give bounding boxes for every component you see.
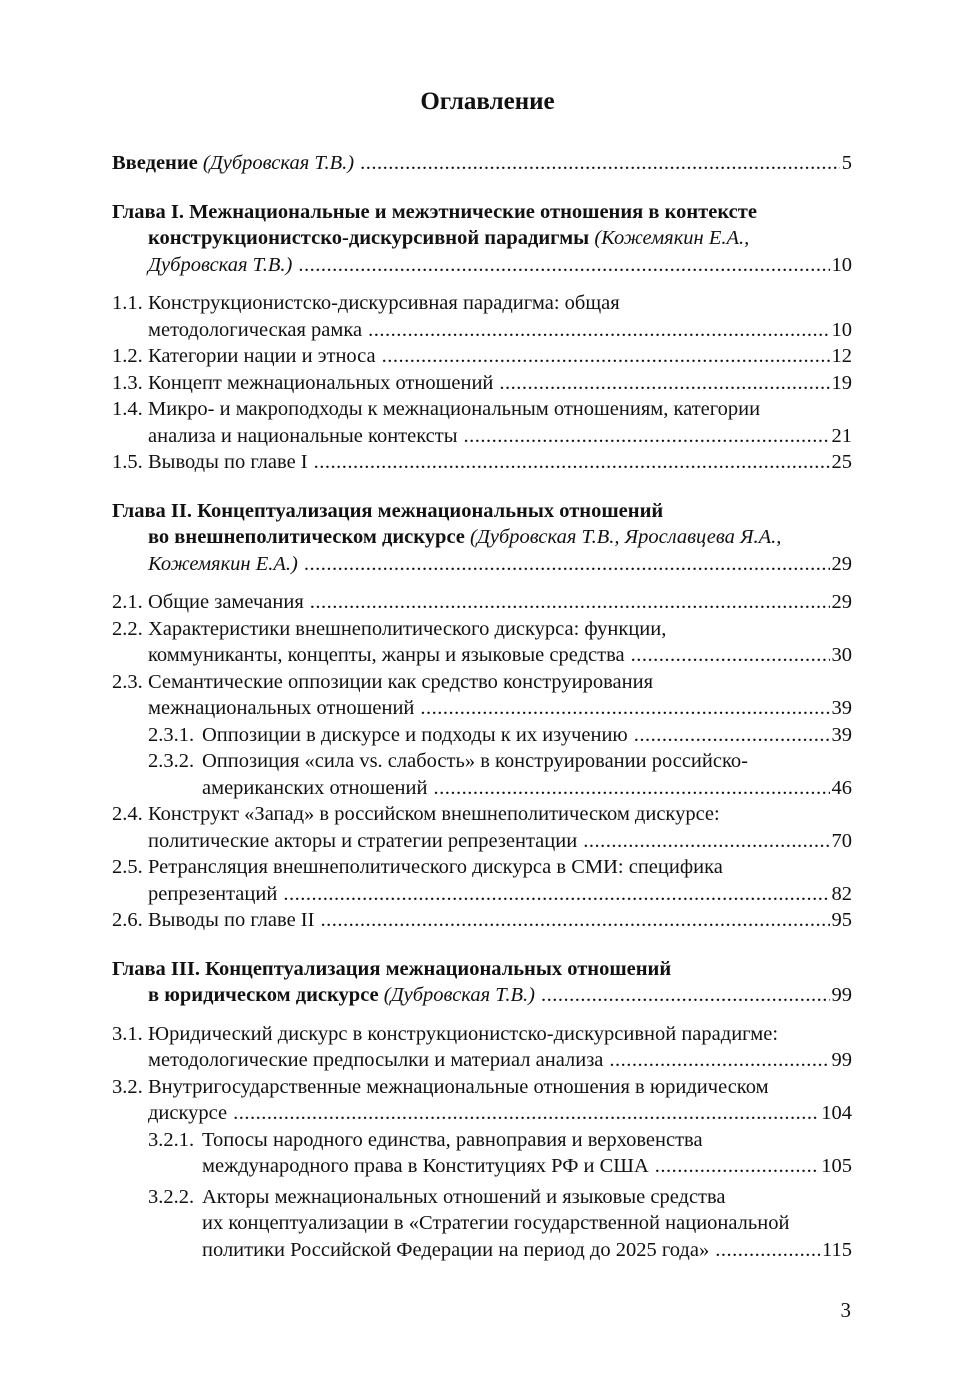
entry-page: 70 [831, 829, 852, 852]
entry-title-line: Топосы народного единства, равноправия и верховенства [202, 1128, 703, 1151]
entry-number: 2.1. [112, 591, 143, 613]
entry-number: 1.3. [112, 371, 143, 394]
dot-leader [433, 775, 829, 802]
toc-entry-1-1[interactable] [112, 290, 852, 343]
dot-leader [298, 252, 829, 279]
entry-title-line: политические акторы и стратегии репрезентации [148, 829, 578, 852]
entry-number: 2.3. [112, 670, 143, 693]
entry-number: 1.2. [112, 345, 143, 367]
entry-number: 1.5. [112, 451, 143, 473]
dot-leader [609, 1047, 829, 1074]
dot-leader [541, 982, 830, 1009]
entry-page: 105 [821, 1155, 852, 1177]
entry-title-line: Оппозиции в дискурсе и подходы к их изучению [202, 723, 628, 746]
entry-label: Введение [112, 152, 198, 174]
entry-title-line: в юридическом дискурсе [148, 984, 379, 1006]
entry-page: 82 [831, 882, 852, 905]
dot-leader [655, 1153, 819, 1180]
entry-title-line: Внутригосударственные межнациональные отношения в юридическом [148, 1075, 769, 1098]
dot-leader [382, 343, 830, 370]
dot-leader [360, 150, 840, 177]
entry-title-line: Юридический дискурс в конструкционистско-дискурсивной парадигме: [148, 1022, 779, 1045]
entry-page: 29 [831, 552, 852, 575]
dot-leader [634, 722, 830, 749]
entry-title-line: Семантические оппозиции как средство конструирования [148, 670, 654, 693]
entry-number: 3.1. [112, 1022, 143, 1045]
entry-title-line: анализа и национальные контексты [148, 424, 458, 447]
entry-page: 104 [821, 1102, 852, 1124]
entry-title-line: Выводы по главе I [148, 451, 308, 473]
dot-leader [233, 1100, 819, 1127]
entry-title-line: американских отношений [202, 776, 428, 799]
entry-page: 10 [831, 318, 852, 341]
toc-entry-2-6[interactable] [112, 907, 852, 934]
dot-leader [304, 551, 830, 578]
dot-leader [283, 881, 829, 908]
dot-leader [420, 695, 829, 722]
entry-title-line: дискурсе [148, 1102, 228, 1124]
page-title: Оглавление [420, 88, 555, 115]
entry-page: 21 [831, 424, 852, 447]
entry-title-line: конструкционистско-дискурсивной парадигмы [148, 227, 590, 249]
entry-number: 3.2.1. [148, 1128, 195, 1151]
dot-leader [631, 642, 830, 669]
entry-authors: Дубровская Т.В.) [148, 253, 293, 276]
entry-number: 2.5. [112, 856, 143, 878]
entry-page: 19 [831, 371, 852, 394]
toc-entry-3-1[interactable] [112, 1021, 852, 1074]
entry-authors: Кожемякин Е.А.) [148, 552, 298, 575]
entry-title-line: Оппозиция «сила vs. слабость» в конструировании российско- [202, 750, 748, 772]
toc-entry-2-3[interactable] [112, 669, 852, 722]
dot-leader [464, 423, 830, 450]
entry-title-line: политики Российской Федерации на период до 2025 года» [202, 1238, 710, 1261]
entry-page: 10 [831, 253, 852, 276]
toc-entry-3-2-2[interactable] [112, 1184, 852, 1264]
entry-title-line: Ретрансляция внешнеполитического дискурса в СМИ: специфика [148, 856, 723, 878]
entry-page: 25 [831, 451, 852, 473]
dot-leader [310, 589, 830, 616]
table-of-contents [112, 150, 852, 1263]
entry-number: 3.2. [112, 1075, 143, 1098]
entry-page: 5 [841, 152, 852, 174]
toc-entry-2-1[interactable] [112, 589, 852, 616]
toc-entry-1-3[interactable] [112, 370, 852, 397]
entry-title-line: Акторы межнациональных отношений и языковые средства [202, 1185, 726, 1208]
toc-entry-chapter-1[interactable] [112, 199, 852, 279]
toc-entry-2-5[interactable] [112, 854, 852, 907]
dot-leader [499, 370, 829, 397]
entry-authors: (Дубровская Т.В.) [202, 152, 355, 174]
toc-entry-3-2-1[interactable] [112, 1127, 852, 1180]
dot-leader [715, 1237, 820, 1264]
dot-leader [320, 907, 829, 934]
dot-leader [314, 449, 830, 476]
toc-entry-intro[interactable] [112, 150, 852, 177]
entry-title-line: Глава I. Межнациональные и межэтнические отношения в контексте [112, 200, 757, 223]
entry-title-line: межнациональных отношений [148, 697, 415, 719]
toc-entry-chapter-2[interactable] [112, 498, 852, 578]
entry-title-line: Глава II. Концептуализация межнациональных отношений [112, 499, 664, 522]
toc-entry-2-2[interactable] [112, 616, 852, 669]
entry-page: 30 [831, 644, 852, 666]
entry-title-line: Выводы по главе II [148, 909, 315, 931]
toc-entry-1-5[interactable] [112, 449, 852, 476]
entry-page: 12 [831, 345, 852, 367]
entry-number: 2.3.1. [148, 723, 195, 746]
entry-page: 39 [831, 723, 852, 746]
entry-number: 2.2. [112, 617, 143, 640]
entry-number: 2.6. [112, 909, 143, 931]
entry-number: 1.4. [112, 398, 143, 420]
entry-authors: (Дубровская Т.В., Ярославцева Я.А., [470, 526, 782, 548]
entry-page: 115 [822, 1238, 852, 1261]
entry-title-line: Общие замечания [148, 591, 304, 613]
entry-number: 2.3.2. [148, 750, 195, 772]
entry-title-line: Характеристики внешнеполитического дискурса: функции, [148, 617, 667, 640]
entry-page: 29 [831, 591, 852, 613]
entry-title-line: коммуниканты, концепты, жанры и языковые средства [148, 644, 625, 666]
entry-authors: (Кожемякин Е.А., [594, 227, 750, 249]
toc-entry-1-4[interactable] [112, 396, 852, 449]
toc-entry-1-2[interactable] [112, 343, 852, 370]
dot-leader [583, 828, 829, 855]
entry-title-line: Глава III. Концептуализация межнациональных отношений [112, 957, 672, 980]
entry-title-line: Микро- и макроподходы к межнациональным отношениям, категории [148, 398, 761, 420]
entry-page: 46 [831, 776, 852, 799]
entry-title-line: международного права в Конституциях РФ и США [202, 1155, 649, 1177]
entry-page: 95 [831, 909, 852, 931]
entry-authors: (Дубровская Т.В.) [383, 984, 535, 1006]
entry-page: 99 [831, 984, 852, 1006]
toc-entry-2-3-1[interactable] [112, 722, 852, 749]
toc-entry-chapter-3[interactable] [112, 956, 852, 1009]
entry-title-line: Конструкт «Запад» в российском внешнеполитическом дискурсе: [148, 803, 720, 825]
dot-leader [368, 317, 829, 344]
entry-title-line: методологические предпосылки и материал анализа [148, 1049, 604, 1071]
entry-title-line: Конструкционистско-дискурсивная парадигма: общая [148, 292, 620, 314]
entry-number: 3.2.2. [148, 1185, 195, 1208]
entry-page: 39 [831, 697, 852, 719]
entry-title-line: их концептуализации в «Стратегии государственной национальной [202, 1212, 790, 1234]
entry-title-line: во внешнеполитическом дискурсе [148, 526, 465, 548]
entry-title-line: репрезентаций [148, 882, 278, 905]
entry-title-line: Концепт межнациональных отношений [148, 371, 494, 394]
entry-number: 2.4. [112, 803, 143, 825]
page-number: 3 [840, 1298, 851, 1322]
entry-title-line: методологическая рамка [148, 318, 363, 341]
entry-title-line: Категории нации и этноса [148, 345, 376, 367]
toc-entry-2-3-2[interactable] [112, 748, 852, 801]
toc-entry-2-4[interactable] [112, 801, 852, 854]
entry-number: 1.1. [112, 292, 143, 314]
toc-entry-3-2[interactable] [112, 1074, 852, 1127]
entry-page: 99 [831, 1049, 852, 1071]
